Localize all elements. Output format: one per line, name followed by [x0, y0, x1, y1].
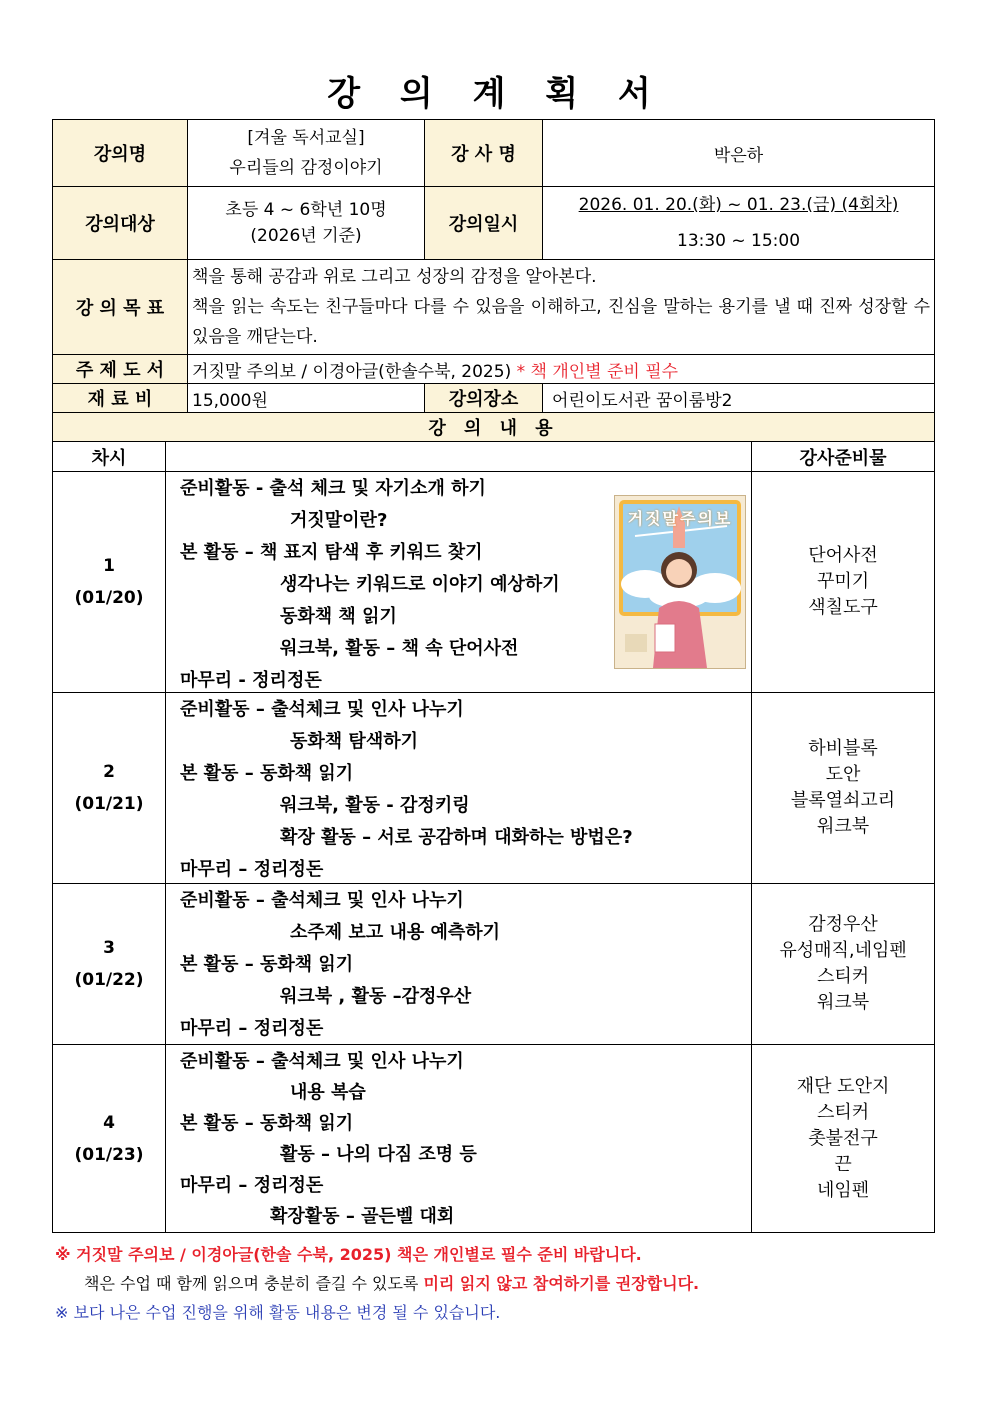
course-name-line2: 우리들의 감정이야기	[229, 158, 383, 178]
schedule-time: 13:30 ~ 15:00	[677, 231, 801, 251]
session-activities	[166, 472, 752, 693]
lecture-plan-table	[52, 119, 935, 1233]
activity-line: 거짓말이란?	[290, 510, 388, 531]
activity-line: 확장 활동 – 서로 공감하며 대화하는 방법은?	[280, 827, 633, 848]
goal-line2: 책을 읽는 속도는 친구들마다 다를 수 있음을 이해하고, 진심을 말하는 용기를 낼 때 진짜 성장할 수 있음을 깨닫는다.	[192, 297, 931, 347]
activity-line: 준비활동 – 출석체크 및 인사 나누기	[180, 890, 464, 911]
activity-line: 마무리 – 정리정돈	[180, 1018, 324, 1039]
activity-line: 확장활동 – 골든벨 대회	[270, 1206, 455, 1227]
book-cell	[188, 355, 935, 384]
fee-label: 재 료 비	[53, 384, 188, 413]
footnote-reading-advice	[55, 1269, 699, 1298]
place-label: 강의장소	[425, 384, 543, 413]
session-row	[53, 884, 935, 1045]
book-note: * 책 개인별 준비 필수	[511, 361, 679, 382]
book-title: 거짓말 주의보 / 이경아글(한솔수북, 2025)	[192, 361, 512, 382]
prep-item: 하비블록	[808, 738, 878, 759]
schedule-label: 강의일시	[425, 187, 543, 260]
session-row	[53, 693, 935, 884]
place-value: 어린이도서관 꿈이룸방2	[543, 384, 935, 413]
activity-line: 생각나는 키워드로 이야기 예상하기	[280, 574, 560, 595]
footnote-reading-emphasis: 미리 읽지 않고 참여하기를 권장합니다.	[423, 1274, 700, 1293]
prep-item: 스티커	[816, 1101, 870, 1123]
prep-item: 워크북	[816, 816, 870, 837]
session-prep	[752, 693, 935, 884]
target-line2: (2026년 기준)	[250, 226, 362, 246]
activity-line: 워크북, 활동 – 책 속 단어사전	[280, 638, 519, 659]
session-activities	[166, 1045, 752, 1233]
activity-line: 본 활동 – 동화책 읽기	[180, 1113, 354, 1134]
prep-item: 색칠도구	[808, 597, 878, 618]
session-row	[53, 472, 935, 693]
schedule-cell	[543, 187, 935, 260]
session-row	[53, 1045, 935, 1233]
activity-line: 동화책 탐색하기	[290, 731, 418, 752]
instructor-label: 강 사 명	[425, 120, 543, 187]
activity-line: 마무리 - 정리정돈	[180, 670, 322, 691]
content-header: 강 의 내 용	[53, 413, 935, 442]
prep-item: 단어사전	[808, 545, 878, 566]
activity-line: 동화책 책 읽기	[280, 606, 397, 627]
target-line1: 초등 4 ~ 6학년 10명	[225, 200, 387, 220]
session-number: 3	[103, 938, 115, 958]
goal-label: 강 의 목 표	[53, 260, 188, 355]
session-number-cell	[53, 1045, 166, 1233]
session-number-cell	[53, 693, 166, 884]
activity-line: 워크북 , 활동 –감정우산	[280, 986, 472, 1007]
activity-line: 준비활동 – 출석체크 및 인사 나누기	[180, 1051, 464, 1072]
session-activities	[166, 884, 752, 1045]
footnote-reading-plain: 책은 수업 때 함께 읽으며 충분히 즐길 수 있도록	[84, 1274, 424, 1293]
session-prep	[752, 472, 935, 693]
activity-line: 소주제 보고 내용 예측하기	[290, 922, 501, 943]
session-column-header: 차시	[53, 442, 166, 472]
book-label: 주 제 도 서	[53, 355, 188, 384]
prep-item: 끈	[834, 1153, 852, 1175]
goal-line1: 책을 통해 공감과 위로 그리고 성장의 감정을 알아본다.	[192, 267, 597, 287]
session-date: (01/20)	[74, 588, 144, 608]
footnote-book-required: ※ 거짓말 주의보 / 이경아글(한솔 수북, 2025) 책은 개인별로 필수 준비 바랍니다.	[55, 1245, 642, 1264]
goal-cell	[188, 260, 935, 355]
activity-column-header	[166, 442, 752, 472]
activity-line: 본 활동 – 동화책 읽기	[180, 954, 354, 975]
session-date: (01/23)	[74, 1144, 144, 1165]
target-label: 강의대상	[53, 187, 188, 260]
prep-item: 네임펜	[816, 1179, 870, 1201]
footnote-change-notice: ※ 보다 나은 수업 진행을 위해 활동 내용은 변경 될 수 있습니다.	[55, 1303, 501, 1322]
activity-line: 준비활동 - 출석 체크 및 자기소개 하기	[180, 478, 486, 499]
prep-item: 스티커	[816, 966, 870, 987]
session-number: 1	[103, 556, 115, 576]
book-cover-image	[614, 495, 746, 669]
course-name-label: 강의명	[53, 120, 188, 187]
course-name-cell	[188, 120, 425, 187]
session-date: (01/21)	[74, 794, 144, 814]
session-date: (01/22)	[74, 970, 144, 990]
prep-item: 블록열쇠고리	[790, 790, 896, 811]
prep-item: 꾸미기	[816, 571, 870, 592]
activity-line: 마무리 – 정리정돈	[180, 859, 324, 880]
book-cover-title: 거짓말주의보	[627, 509, 733, 528]
activity-line: 활동 – 나의 다짐 조명 등	[280, 1144, 477, 1165]
activity-line: 워크북, 활동 - 감정키링	[280, 795, 470, 816]
page-title: 강 의 계 획 서	[327, 74, 665, 114]
footnotes	[55, 1240, 699, 1327]
session-prep	[752, 1045, 935, 1233]
schedule-date: 2026. 01. 20.(화) ~ 01. 23.(금) (4회차)	[578, 195, 899, 215]
instructor-name: 박은하	[543, 120, 935, 187]
session-prep	[752, 884, 935, 1045]
prep-item: 유성매직,네임펜	[779, 940, 907, 961]
prep-item: 재단 도안지	[796, 1075, 890, 1097]
prep-item: 도안	[825, 764, 861, 785]
session-number: 2	[103, 762, 115, 782]
course-name-line1: [겨울 독서교실]	[247, 128, 365, 148]
prep-item: 감정우산	[808, 914, 878, 935]
prep-item: 워크북	[816, 992, 870, 1013]
activity-line: 내용 복습	[290, 1082, 366, 1103]
prep-item: 촛불전구	[808, 1127, 878, 1149]
target-cell	[188, 187, 425, 260]
session-number: 4	[103, 1112, 115, 1133]
activity-line: 본 활동 – 책 표지 탐색 후 키워드 찾기	[180, 542, 483, 563]
activity-line: 준비활동 – 출석체크 및 인사 나누기	[180, 699, 464, 720]
fee-value: 15,000원	[188, 384, 425, 413]
activity-line: 본 활동 – 동화책 읽기	[180, 763, 354, 784]
session-number-cell	[53, 472, 166, 693]
session-activities	[166, 693, 752, 884]
prep-column-header: 강사준비물	[752, 442, 935, 472]
session-number-cell	[53, 884, 166, 1045]
activity-line: 마무리 – 정리정돈	[180, 1175, 324, 1196]
